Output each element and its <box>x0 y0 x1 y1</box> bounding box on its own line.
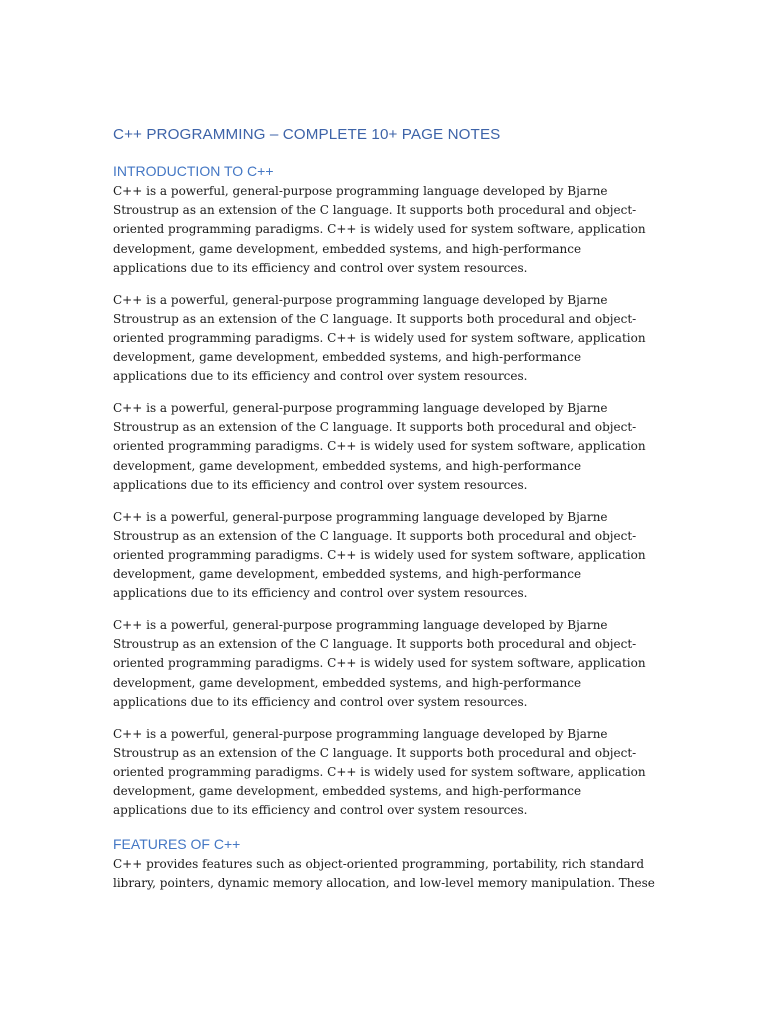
paragraph: C++ is a powerful, general-purpose programming language developed by Bjarne Stroustrup as an extension of the C language. It supports both procedural and object-oriented programming paradigms. C++ is widely used for system software, application development, game development, embedded systems, and high-performance applications due to its efficiency and control over system resources. <box>113 726 646 818</box>
paragraph: C++ is a powerful, general-purpose programming language developed by Bjarne Stroustrup as an extension of the C language. It supports both procedural and object-oriented programming paradigms. C++ is widely used for system software, application development, game development, embedded systems, and high-performance applications due to its efficiency and control over system resources. <box>113 184 646 275</box>
section-heading-features: FEATURES OF C++ <box>113 835 241 852</box>
document-title: C++ PROGRAMMING – COMPLETE 10+ PAGE NOTES <box>113 126 501 143</box>
section-heading-introduction: INTRODUCTION TO C++ <box>113 163 274 179</box>
paragraph: C++ provides features such as object-oriented programming, portability, rich standard library, pointers, dynamic memory allocation, and low-level memory manipulation. These <box>113 856 655 890</box>
paragraph: C++ is a powerful, general-purpose programming language developed by Bjarne Stroustrup as an extension of the C language. It supports both procedural and object-oriented programming paradigms. C++ is widely used for system software, application development, game development, embedded systems, and high-performance applications due to its efficiency and control over system resources. <box>113 401 646 492</box>
paragraph: C++ is a powerful, general-purpose programming language developed by Bjarne Stroustrup as an extension of the C language. It supports both procedural and object-oriented programming paradigms. C++ is widely used for system software, application development, game development, embedded systems, and high-performance applications due to its efficiency and control over system resources. <box>113 509 646 601</box>
paragraph: C++ is a powerful, general-purpose programming language developed by Bjarne Stroustrup as an extension of the C language. It supports both procedural and object-oriented programming paradigms. C++ is widely used for system software, application development, game development, embedded systems, and high-performance applications due to its efficiency and control over system resources. <box>113 618 646 709</box>
paragraph: C++ is a powerful, general-purpose programming language developed by Bjarne Stroustrup as an extension of the C language. It supports both procedural and object-oriented programming paradigms. C++ is widely used for system software, application development, game development, embedded systems, and high-performance applications due to its efficiency and control over system resources. <box>113 292 646 384</box>
document-content <box>113 124 658 893</box>
